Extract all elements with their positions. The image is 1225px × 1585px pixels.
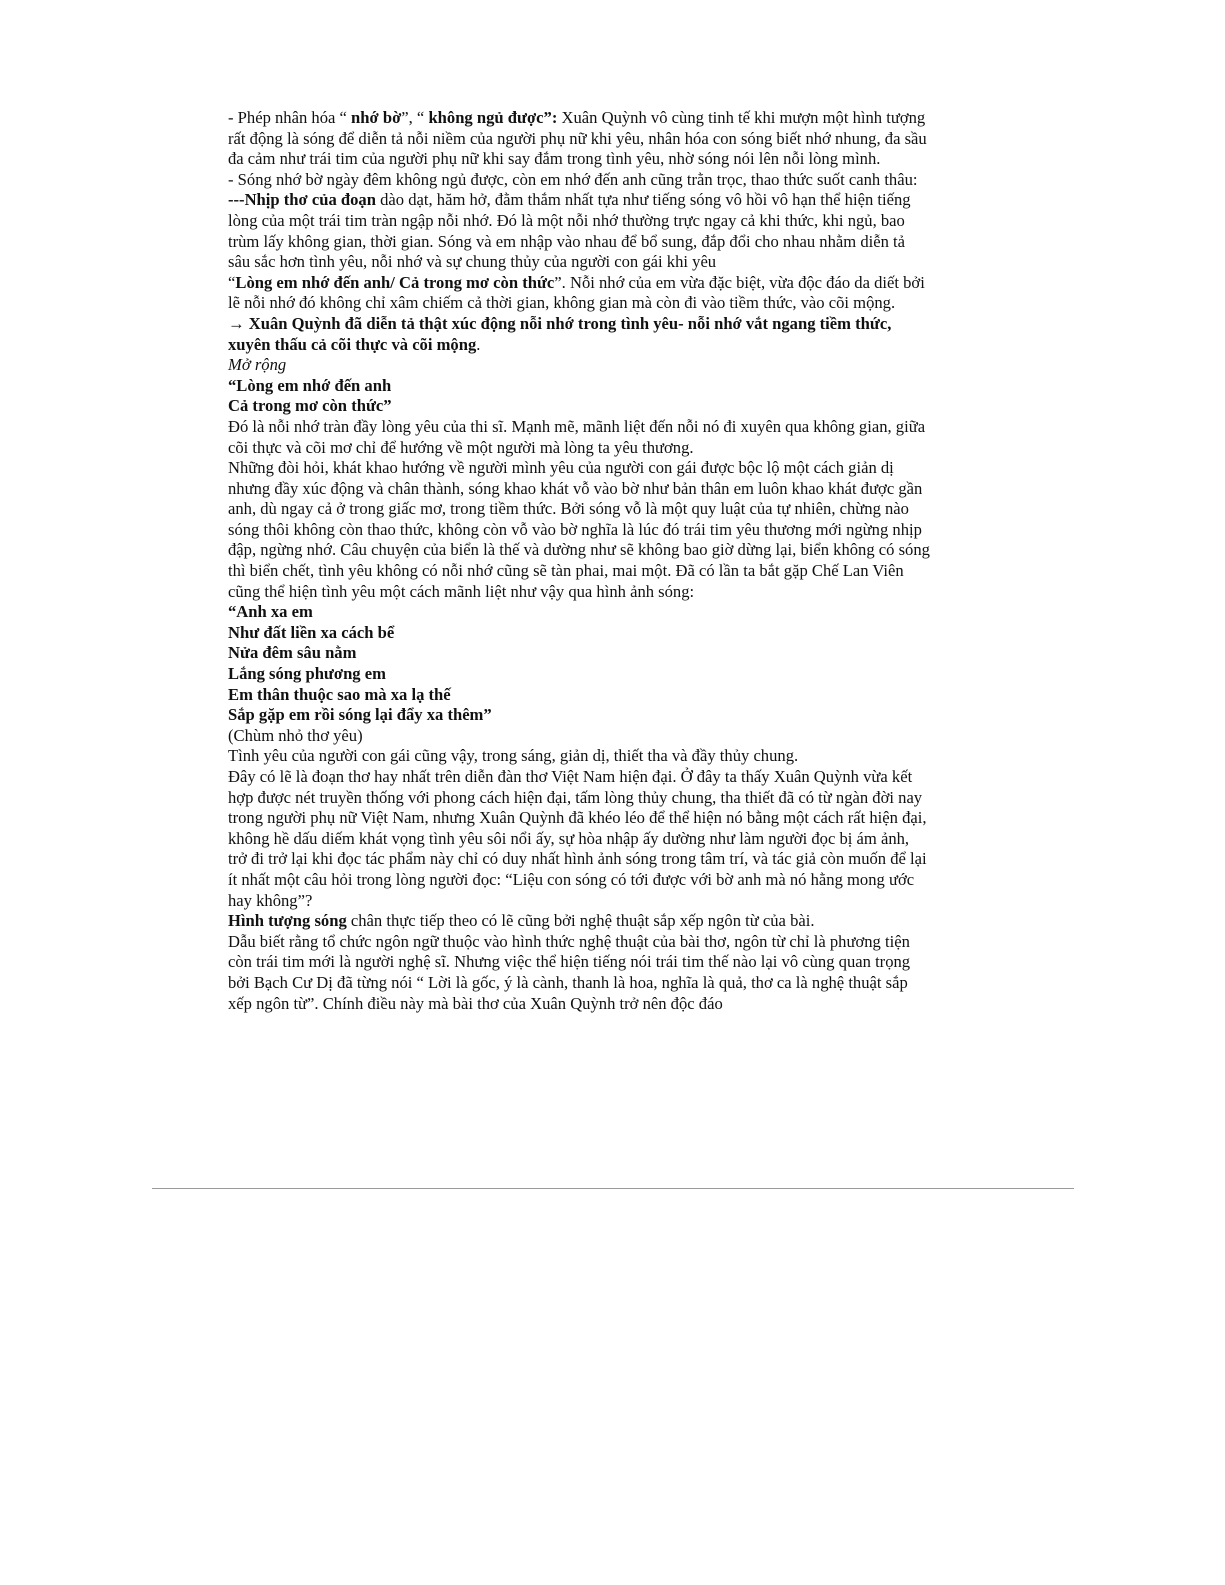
page-divider (152, 1188, 1074, 1189)
text-line: Những đòi hỏi, khát khao hướng về người mình yêu của người con gái được bộc lộ một cách giản dị (228, 458, 894, 478)
paragraph-wave-image: Hình tượng sóng chân thực tiếp theo có lẽ cũng bởi nghệ thuật sắp xếp ngôn từ của bài. (228, 911, 815, 931)
paragraph-personification (228, 108, 998, 170)
text-line: cũng thể hiện tình yêu một cách mãnh liệt như vậy qua hình ảnh sóng: (228, 581, 695, 601)
poem-line: Nửa đêm sâu nằm (228, 643, 357, 663)
text-line: thì biển chết, tình yêu không có nỗi nhớ cũng sẽ tàn phai, mai một. Đã có lần ta bắt gặp Chế Lan Viên (228, 561, 904, 581)
paragraph-language (228, 932, 998, 1014)
text-line: sóng thôi không còn thao thức, không còn vỗ vào bờ nghĩa là lúc đó trái tim yêu thương mới ngừng nhịp (228, 519, 922, 539)
quote-block (228, 376, 998, 417)
quote-line: “Lòng em nhớ đến anh (228, 375, 392, 395)
poem-line: “Anh xa em (228, 602, 313, 622)
text-line: hợp được nét truyền thống với phong cách hiện đại, tấm lòng thủy chung, tha thiết đã có từ ngàn đời nay (228, 787, 923, 807)
quote-line: Cả trong mơ còn thức” (228, 396, 392, 416)
poem-block (228, 602, 998, 726)
poem-line: Lắng sóng phương em (228, 664, 386, 684)
text-line: trùm lấy không gian, thời gian. Sóng và em nhập vào nhau để bổ sung, đắp đổi cho nhau nhằm diễn tả (228, 231, 906, 251)
text-line: Đây có lẽ là đoạn thơ hay nhất trên diễn đàn thơ Việt Nam hiện đại. Ở đây ta thấy Xuân Quỳnh vừa kết (228, 767, 913, 786)
text-line: sâu sắc hơn tình yêu, nỗi nhớ và sự chung thủy của người con gái khi yêu (228, 252, 717, 272)
text-line: Dẫu biết rằng tổ chức ngôn ngữ thuộc vào hình thức nghệ thuật của bài thơ, ngôn từ chỉ là phương tiện (228, 931, 910, 951)
document-page (228, 108, 998, 1014)
poem-source: (Chùm nhỏ thơ yêu) (228, 725, 363, 745)
conclusion-line: → Xuân Quỳnh đã diễn tả thật xúc động nỗi nhớ trong tình yêu- nỗi nhớ vắt ngang tiềm thức, (228, 313, 892, 333)
text-line: xuyên thấu cả cõi thực và cõi mộng. (228, 334, 481, 354)
text-line: cõi thực và cõi mơ chỉ để hướng về một người mà lòng ta yêu thương. (228, 437, 694, 457)
bold-phrase: không ngủ được”: (428, 108, 558, 127)
text-line: trong người phụ nữ Việt Nam, nhưng Xuân Quỳnh đã khéo léo để thể hiện nó bằng một cách rất hiện đại, (228, 808, 927, 828)
paragraph-rhythm (228, 170, 998, 273)
paragraph-poet-longing (228, 417, 998, 458)
text-line: còn trái tim mới là người nghệ sĩ. Nhưng việc thể hiện tiếng nói trái tim thế nào lại vô cùng quan trọng (228, 952, 911, 972)
bold-phrase: Hình tượng sóng (228, 911, 347, 931)
text-line: nhưng đầy xúc động và chân thành, sóng khao khát vỗ vào bờ như bản thân em luôn khao khát được gần (228, 478, 923, 498)
text-line: ---Nhịp thơ của đoạn dào dạt, hăm hở, đằm thắm nhất tựa như tiếng sóng vô hồi vô hạn thể hiện tiếng (228, 190, 911, 210)
text-line: bởi Bạch Cư Dị đã từng nói “ Lời là gốc, ý là cành, thanh là hoa, nghĩa là quả, thơ ca là nghệ thuật sắp (228, 972, 908, 992)
paragraph-best-poem (228, 767, 998, 911)
poem-line: Như đất liền xa cách bể (228, 622, 395, 642)
text-line: - Sóng nhớ bờ ngày đêm không ngủ được, còn em nhớ đến anh cũng trằn trọc, thao thức suốt canh thâu: (228, 169, 918, 189)
text-line: xếp ngôn từ”. Chính điều này mà bài thơ của Xuân Quỳnh trở nên độc đáo (228, 993, 723, 1013)
paragraph-girl-love: Tình yêu của người con gái cũng vậy, trong sáng, giản dị, thiết tha và đầy thủy chung. (228, 746, 799, 766)
text-line: rất động là sóng để diễn tả nỗi niềm của người phụ nữ khi yêu, nhân hóa con sóng biết nhớ nhung, đa sầu (228, 128, 927, 148)
bold-phrase: xuyên thấu cả cõi thực và cõi mộng (228, 334, 477, 354)
text-line: đa cảm như trái tim của người phụ nữ khi say đắm trong tình yêu, nhờ sóng nói lên nỗi lòng mình. (228, 149, 881, 169)
paragraph-longing (228, 273, 998, 355)
text-line: anh, dù ngay cả ở trong giấc mơ, trong tiềm thức. Bởi sóng vỗ là một quy luật của tự nhiên, chừng nào (228, 499, 909, 519)
text-line: ít nhất một câu hỏi trong lòng người đọc: “Liệu con sóng có tới được với bờ anh mà nó hằng mong ước (228, 869, 915, 889)
text-line: đập, ngừng nhớ. Câu chuyện của biển là thế và dường như sẽ không bao giờ dừng lại, biển không có sóng (228, 540, 930, 560)
text-line: hay không”? (228, 890, 313, 910)
section-heading-mo-rong: Mở rộng (228, 355, 287, 375)
text-line: lòng của một trái tim tràn ngập nỗi nhớ. Đó là một nỗi nhớ thường trực ngay cả khi thức, khi ngủ, bao (228, 210, 905, 230)
poem-line: Sắp gặp em rồi sóng lại đẩy xa thêm” (228, 705, 492, 725)
text-line: Đó là nỗi nhớ tràn đầy lòng yêu của thi sĩ. Mạnh mẽ, mãnh liệt đến nỗi nó đi xuyên qua không gian, giữa (228, 416, 926, 436)
text-line: lẽ nỗi nhớ đó không chỉ xâm chiếm cả thời gian, không gian mà còn đi vào tiềm thức, vào cõi mộng. (228, 293, 896, 313)
bold-phrase: ---Nhịp thơ của đoạn (228, 190, 376, 210)
text-line: không hề dấu diếm khát vọng tình yêu sôi nổi ấy, sự hòa nhập ấy dường như làm người đọc bị ám ảnh, (228, 828, 910, 848)
text-line: trở đi trở lại khi đọc tác phẩm này chỉ có duy nhất hình ảnh sóng trong tâm trí, và tác giả còn muốn để lại (228, 849, 927, 869)
text-line: “Lòng em nhớ đến anh/ Cả trong mơ còn thức”. Nỗi nhớ của em vừa đặc biệt, vừa độc đáo da diết bởi (228, 272, 925, 292)
bold-phrase: Lòng em nhớ đến anh/ Cả trong mơ còn thức (235, 272, 555, 292)
poem-line: Em thân thuộc sao mà xa lạ thế (228, 684, 451, 704)
text-line: - Phép nhân hóa “ nhớ bờ”, “ không ngủ được”: Xuân Quỳnh vô cùng tinh tế khi mượn một hình tượng (228, 108, 926, 127)
bold-phrase: nhớ bờ (351, 108, 402, 127)
paragraph-yearning (228, 458, 998, 602)
